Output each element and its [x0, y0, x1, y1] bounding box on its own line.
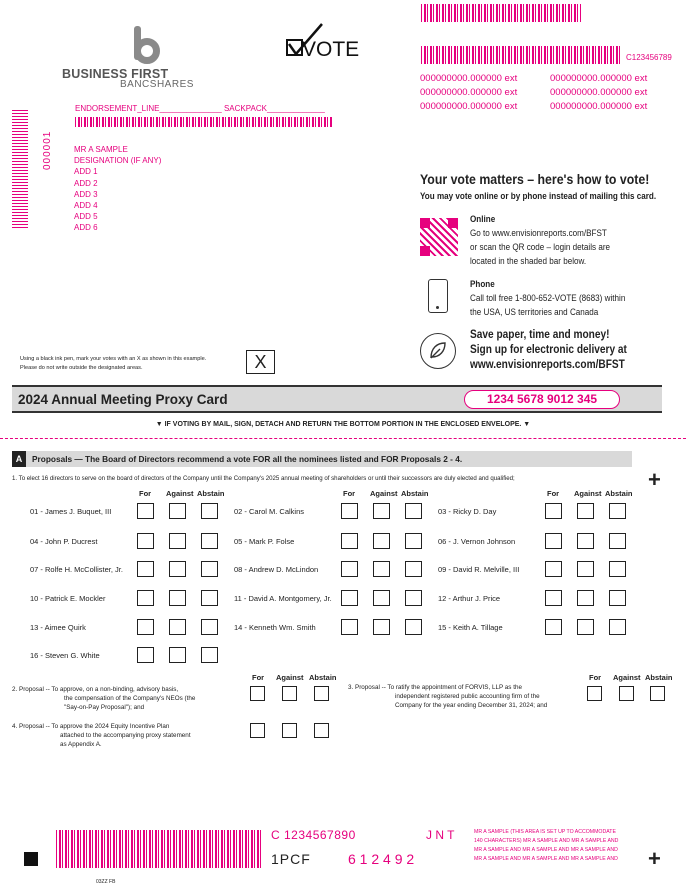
howto-subheading: You may vote online or by phone instead of mailing this card.: [420, 191, 657, 201]
nominee-label: 09 - David R. Melville, III: [438, 565, 520, 574]
nominee-abstain-checkbox[interactable]: [201, 561, 218, 577]
nominee-against-checkbox[interactable]: [577, 503, 594, 519]
ext-code: 000000000.000000 ext: [550, 87, 648, 98]
nominee-against-checkbox[interactable]: [169, 503, 186, 519]
proposal-3: [348, 683, 547, 710]
col-head-against: Against: [574, 489, 602, 498]
sample-line: MR A SAMPLE AND MR A SAMPLE AND MR A SAMPLE AND: [474, 856, 618, 862]
nominee-for-checkbox[interactable]: [137, 533, 154, 549]
proposal-2-line: the compensation of the Company's NEOs (the: [64, 695, 196, 702]
nominee-for-checkbox[interactable]: [545, 561, 562, 577]
endorsement-line: ENDORSEMENT_LINE______________ SACKPACK_____________: [75, 104, 325, 113]
card-title: 2024 Annual Meeting Proxy Card: [18, 392, 228, 407]
sample-line: MR A SAMPLE AND MR A SAMPLE AND MR A SAMPLE AND: [474, 847, 618, 853]
ext-code: 000000000.000000 ext: [420, 87, 518, 98]
nominee-label: 11 - David A. Montgomery, Jr.: [234, 594, 332, 603]
footer-jnt: J N T: [426, 828, 455, 842]
nominee-abstain-checkbox[interactable]: [405, 503, 422, 519]
nominee-label: 01 - James J. Buquet, III: [30, 507, 112, 516]
address-barcode: [75, 117, 333, 127]
proposal-2-for-checkbox[interactable]: [250, 686, 265, 701]
nominee-abstain-checkbox[interactable]: [405, 561, 422, 577]
nominee-abstain-checkbox[interactable]: [201, 647, 218, 663]
instruction-line: Using a black ink pen, mark your votes with an X as shown in this example.: [20, 356, 207, 362]
nominee-label: 14 - Kenneth Wm. Smith: [234, 623, 316, 632]
nominee-label: 03 - Ricky D. Day: [438, 507, 497, 516]
col-head-against: Against: [166, 489, 194, 498]
paperless-line: www.envisionreports.com/BFST: [470, 359, 625, 371]
nominee-against-checkbox[interactable]: [577, 561, 594, 577]
nominee-for-checkbox[interactable]: [341, 590, 358, 606]
qr-code-icon: [420, 218, 458, 256]
nominee-for-checkbox[interactable]: [341, 533, 358, 549]
nominee-label: 15 - Keith A. Tillage: [438, 623, 503, 632]
detach-notice: ▼ IF VOTING BY MAIL, SIGN, DETACH AND RETURN THE BOTTOM PORTION IN THE ENCLOSED ENVELOPE. ▼: [155, 421, 531, 428]
proposal-2-against-checkbox[interactable]: [282, 686, 297, 701]
leaf-icon: [420, 333, 456, 369]
online-line: located in the shaded bar below.: [470, 256, 587, 266]
proposal-4-line: 4. Proposal -- To approve the 2024 Equity Incentive Plan: [12, 723, 170, 730]
footer-sample: [474, 828, 618, 864]
left-vertical-barcode: [12, 108, 28, 228]
col-head-abstain: Abstain: [309, 673, 337, 682]
nominee-against-checkbox[interactable]: [169, 619, 186, 635]
online-title: Online: [470, 214, 496, 224]
nominee-label: 16 - Steven G. White: [30, 651, 100, 660]
proposal-4-for-checkbox[interactable]: [250, 723, 265, 738]
nominee-abstain-checkbox[interactable]: [201, 533, 218, 549]
tear-line: [0, 438, 686, 439]
proposal-3-against-checkbox[interactable]: [619, 686, 634, 701]
ext-code: 000000000.000000 ext: [550, 73, 648, 84]
proposal-3-line: Company for the year ending December 31, 2024; and: [395, 702, 548, 709]
company-name: BUSINESS FIRST: [62, 67, 169, 81]
online-section: [470, 212, 610, 268]
nominee-against-checkbox[interactable]: [373, 590, 390, 606]
phone-title: Phone: [470, 279, 495, 289]
col-head-against: Against: [613, 673, 641, 682]
nominee-against-checkbox[interactable]: [169, 533, 186, 549]
proposal-3-for-checkbox[interactable]: [587, 686, 602, 701]
sample-line: MR A SAMPLE (THIS AREA IS SET UP TO ACCOMMODATE: [474, 829, 616, 835]
nominee-label: 05 - Mark P. Folse: [234, 537, 295, 546]
proposal-3-line: 3. Proposal -- To ratify the appointment of FORVIS, LLP as the: [348, 684, 522, 691]
online-line: or scan the QR code – login details are: [470, 242, 611, 252]
phone-icon: [428, 279, 448, 313]
nominee-label: 08 - Andrew D. McLindon: [234, 565, 319, 574]
howto-heading: Your vote matters – here's how to vote!: [420, 171, 650, 187]
control-number-top: C123456789: [626, 53, 672, 62]
nominee-for-checkbox[interactable]: [137, 590, 154, 606]
title-bar: [12, 385, 662, 413]
nominee-for-checkbox[interactable]: [341, 503, 358, 519]
address-line: ADD 4: [74, 201, 98, 211]
card-number: 1234 5678 9012 345: [464, 390, 620, 409]
address-block: [74, 144, 161, 234]
nominee-for-checkbox[interactable]: [341, 619, 358, 635]
phone-line: the USA, US territories and Canada: [470, 307, 599, 317]
footer-barcode: [56, 830, 261, 868]
col-head-abstain: Abstain: [401, 489, 429, 498]
nominee-label: 07 - Rolfe H. McCollister, Jr.: [30, 565, 123, 574]
nominee-abstain-checkbox[interactable]: [609, 619, 626, 635]
ext-code: 000000000.000000 ext: [550, 101, 648, 112]
col-head-abstain: Abstain: [197, 489, 225, 498]
nominee-abstain-checkbox[interactable]: [405, 619, 422, 635]
col-head-against: Against: [276, 673, 304, 682]
instruction-line: Please do not write outside the designated areas.: [20, 365, 143, 371]
section-header: [12, 451, 632, 467]
address-line: ADD 2: [74, 178, 98, 188]
nominee-label: 02 - Carol M. Calkins: [234, 507, 305, 516]
address-line: ADD 6: [74, 223, 98, 233]
logo-b-mark: [134, 26, 162, 66]
proposal-4-against-checkbox[interactable]: [282, 723, 297, 738]
nominee-label: 04 - John P. Ducrest: [30, 537, 98, 546]
nominee-abstain-checkbox[interactable]: [609, 590, 626, 606]
footer-code2: 6 1 2 4 9 2: [348, 851, 415, 867]
vote-logo-text: VOTE: [302, 38, 360, 61]
vote-logo: [284, 22, 360, 64]
paperless-line: Save paper, time and money!: [470, 329, 610, 341]
col-head-for: For: [547, 489, 560, 498]
address-line: ADD 5: [74, 212, 98, 222]
proposal-4-abstain-checkbox[interactable]: [314, 723, 329, 738]
top-barcode: [421, 4, 581, 22]
nominee-for-checkbox[interactable]: [545, 619, 562, 635]
proposal-2-line: 2. Proposal -- To approve, on a non-binding, advisory basis,: [12, 686, 179, 693]
nominee-against-checkbox[interactable]: [373, 533, 390, 549]
ext-code: 000000000.000000 ext: [420, 101, 518, 112]
nominee-abstain-checkbox[interactable]: [405, 590, 422, 606]
col-head-against: Against: [370, 489, 398, 498]
plus-mark: +: [648, 846, 661, 871]
proposal-3-line: independent registered public accounting firm of the: [395, 693, 540, 700]
nominee-abstain-checkbox[interactable]: [609, 533, 626, 549]
top-barcode-2: [421, 46, 620, 64]
address-line: ADD 1: [74, 167, 98, 177]
nominee-abstain-checkbox[interactable]: [609, 503, 626, 519]
proposal-2-line: "Say-on-Pay Proposal"); and: [64, 704, 145, 711]
nominee-label: 06 - J. Vernon Johnson: [438, 537, 516, 546]
nominee-label: 12 - Arthur J. Price: [438, 594, 501, 603]
nominee-abstain-checkbox[interactable]: [405, 533, 422, 549]
nominee-for-checkbox[interactable]: [137, 503, 154, 519]
nominee-for-checkbox[interactable]: [545, 503, 562, 519]
ext-code: 000000000.000000 ext: [420, 73, 518, 84]
nominee-against-checkbox[interactable]: [373, 503, 390, 519]
address-number: 000001: [42, 130, 53, 170]
nominee-against-checkbox[interactable]: [373, 561, 390, 577]
plate-code: 03ZZ FB: [96, 879, 116, 885]
proposal-2: [12, 685, 195, 712]
footer-code1: 1PCF: [271, 851, 311, 867]
nominee-against-checkbox[interactable]: [577, 619, 594, 635]
nominee-against-checkbox[interactable]: [577, 533, 594, 549]
nominee-against-checkbox[interactable]: [169, 647, 186, 663]
col-head-for: For: [589, 673, 602, 682]
col-head-for: For: [252, 673, 265, 682]
col-head-for: For: [139, 489, 152, 498]
proposal-4-line: attached to the accompanying proxy statement: [60, 732, 191, 739]
online-line: Go to www.envisionreports.com/BFST: [470, 228, 607, 238]
col-head-abstain: Abstain: [645, 673, 673, 682]
nominee-for-checkbox[interactable]: [341, 561, 358, 577]
instruction: [20, 355, 206, 373]
paperless-line: Sign up for electronic delivery at: [470, 344, 627, 356]
nominee-abstain-checkbox[interactable]: [201, 590, 218, 606]
nominee-abstain-checkbox[interactable]: [609, 561, 626, 577]
company-logo: [62, 26, 212, 90]
nominee-against-checkbox[interactable]: [373, 619, 390, 635]
plus-mark: +: [648, 467, 661, 492]
paperless-section: [470, 328, 627, 373]
nominee-for-checkbox[interactable]: [137, 561, 154, 577]
proposal-2-abstain-checkbox[interactable]: [314, 686, 329, 701]
sample-line: 140 CHARACTERS) MR A SAMPLE AND MR A SAMPLE AND: [474, 838, 619, 844]
nominee-abstain-checkbox[interactable]: [201, 619, 218, 635]
col-head-for: For: [343, 489, 356, 498]
section-letter: A: [12, 451, 26, 467]
nominee-label: 13 - Aimee Quirk: [30, 623, 86, 632]
nominee-against-checkbox[interactable]: [169, 561, 186, 577]
address-line: MR A SAMPLE: [74, 145, 128, 154]
phone-line: Call toll free 1-800-652-VOTE (8683) within: [470, 293, 626, 303]
nominee-for-checkbox[interactable]: [137, 619, 154, 635]
nominee-for-checkbox[interactable]: [545, 533, 562, 549]
nominee-against-checkbox[interactable]: [169, 590, 186, 606]
registration-square: [24, 852, 38, 866]
nominee-against-checkbox[interactable]: [577, 590, 594, 606]
proposal-1-text: 1. To elect 16 directors to serve on the board of directors of the Company until the Company's 2025 annual meeting of shareholders or until their successors are duly elected and qualified;: [12, 475, 515, 482]
nominee-for-checkbox[interactable]: [137, 647, 154, 663]
proposal-4: [12, 722, 191, 749]
company-subname: BANCSHARES: [120, 79, 194, 90]
footer-control: C 1234567890: [271, 828, 356, 842]
address-line: DESIGNATION (IF ANY): [74, 156, 162, 166]
phone-section: [470, 277, 625, 319]
nominee-label: 10 - Patrick E. Mockler: [30, 594, 106, 603]
example-mark-box: X: [246, 350, 275, 374]
nominee-for-checkbox[interactable]: [545, 590, 562, 606]
nominee-abstain-checkbox[interactable]: [201, 503, 218, 519]
col-head-abstain: Abstain: [605, 489, 633, 498]
proposal-3-abstain-checkbox[interactable]: [650, 686, 665, 701]
section-title: Proposals — The Board of Directors recommend a vote FOR all the nominees listed and FOR Proposals 2 - 4.: [32, 454, 463, 464]
address-line: ADD 3: [74, 189, 98, 199]
proposal-4-line: as Appendix A.: [60, 741, 102, 748]
